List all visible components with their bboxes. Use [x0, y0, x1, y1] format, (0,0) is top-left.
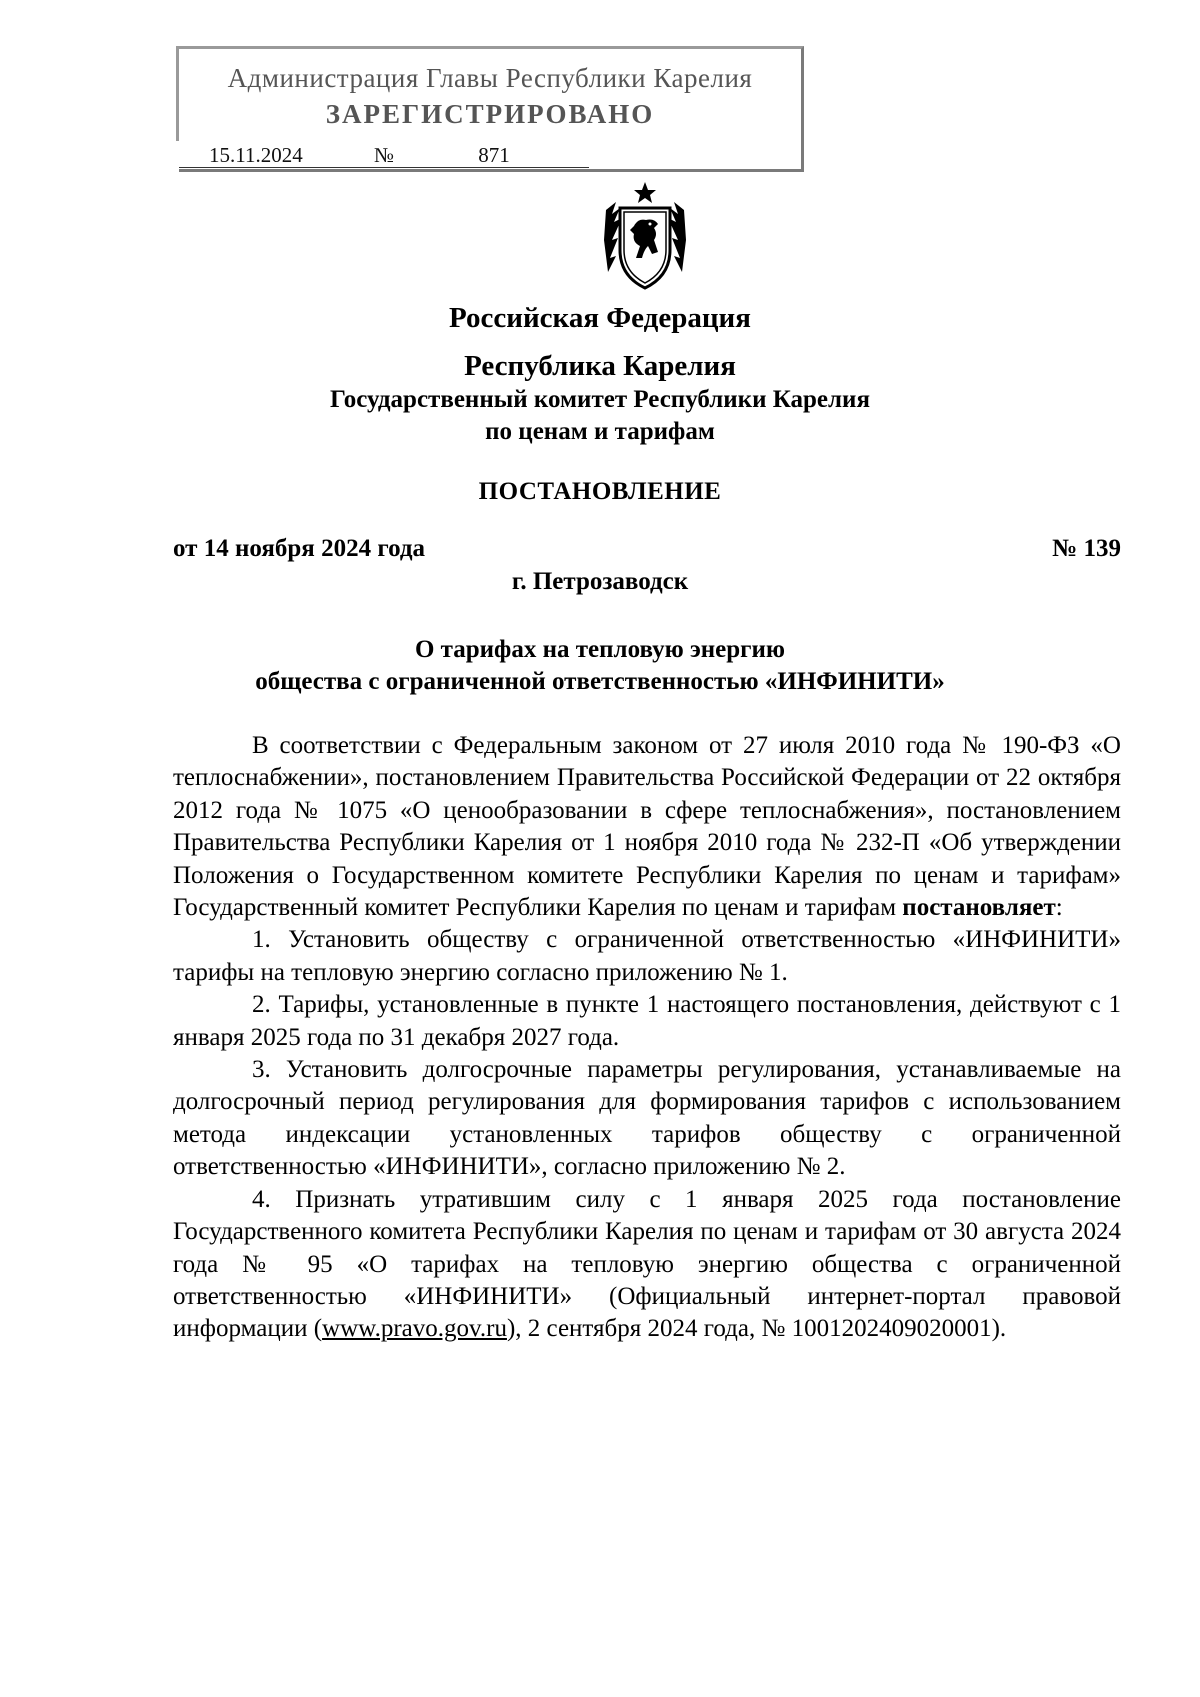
- document-date: от 14 ноября 2024 года: [173, 535, 425, 562]
- document-body: [173, 730, 1121, 1346]
- federation-heading: Российская Федерация: [449, 302, 751, 334]
- karelia-coat-of-arms-icon: [598, 180, 692, 292]
- document-city: г. Петрозаводск: [511, 568, 689, 595]
- preamble-decree-word: постановляет: [902, 894, 1056, 922]
- republic-heading: Республика Карелия: [464, 350, 736, 382]
- document-number: № 139: [1052, 535, 1121, 562]
- committee-heading-line1: Государственный комитет Республики Карелия: [330, 386, 870, 413]
- clause-4-text-start: 4. Признать утратившим силу с 1 января 2025 года постановление Государственного комитета Республики Карелия по ценам и тарифам от 30 августа 2024 года № 95 «О тарифах на тепловую энергию общества с ограниченной ответственностью «ИНФИНИТИ» (Официальный интернет-портал правовой информации (: [173, 1185, 1121, 1343]
- stamp-status: ЗАРЕГИСТРИРОВАНО: [325, 99, 655, 129]
- document-type: ПОСТАНОВЛЕНИЕ: [478, 478, 722, 505]
- stamp-number-sign: №: [369, 143, 399, 168]
- stamp-organization: Администрация Главы Республики Карелия: [227, 63, 753, 93]
- pravo-gov-link[interactable]: www.pravo.gov.ru: [322, 1315, 507, 1343]
- stamp-number: 871: [399, 143, 589, 168]
- registration-stamp: [176, 46, 804, 172]
- committee-heading-line2: по ценам и тарифам: [485, 418, 715, 445]
- preamble-paragraph: [173, 730, 1121, 924]
- preamble-colon: :: [1055, 894, 1063, 922]
- document-title-line2: общества с ограниченной ответственностью «ИНФИНИТИ»: [255, 668, 945, 695]
- clause-4: [173, 1184, 1121, 1346]
- clause-1: 1. Установить обществу с ограниченной ответственностью «ИНФИНИТИ» тарифы на тепловую энергию согласно приложению № 1.: [173, 926, 1121, 986]
- clause-3: 3. Установить долгосрочные параметры регулирования, устанавливаемые на долгосрочный период регулирования для формирования тарифов с использованием метода индексации установленных тарифов обществу с ограниченной ответственностью «ИНФИНИТИ», согласно приложению № 2.: [173, 1056, 1121, 1181]
- document-title-line1: О тарифах на тепловую энергию: [414, 636, 786, 663]
- date-number-line: [173, 535, 1121, 563]
- clause-4-text-end: ), 2 сентября 2024 года, № 1001202409020001).: [506, 1315, 1007, 1343]
- stamp-registration-line: [179, 143, 589, 171]
- stamp-date: 15.11.2024: [179, 143, 369, 168]
- clause-2: 2. Тарифы, установленные в пункте 1 настоящего постановления, действуют с 1 января 2025 года по 31 декабря 2027 года.: [173, 991, 1121, 1051]
- preamble-text: В соответствии с Федеральным законом от 27 июля 2010 года № 190-ФЗ «О теплоснабжении», постановлением Правительства Российской Федерации от 22 октября 2012 года № 1075 «О ценообразовании в сфере теплоснабжения», постановлением Правительства Республики Карелия от 1 ноября 2010 года № 232-П «Об утверждении Положения о Государственном комитете Республики Карелия по ценам и тарифам» Государственный комитет Республики Карелия по ценам и тарифам: [173, 732, 1121, 922]
